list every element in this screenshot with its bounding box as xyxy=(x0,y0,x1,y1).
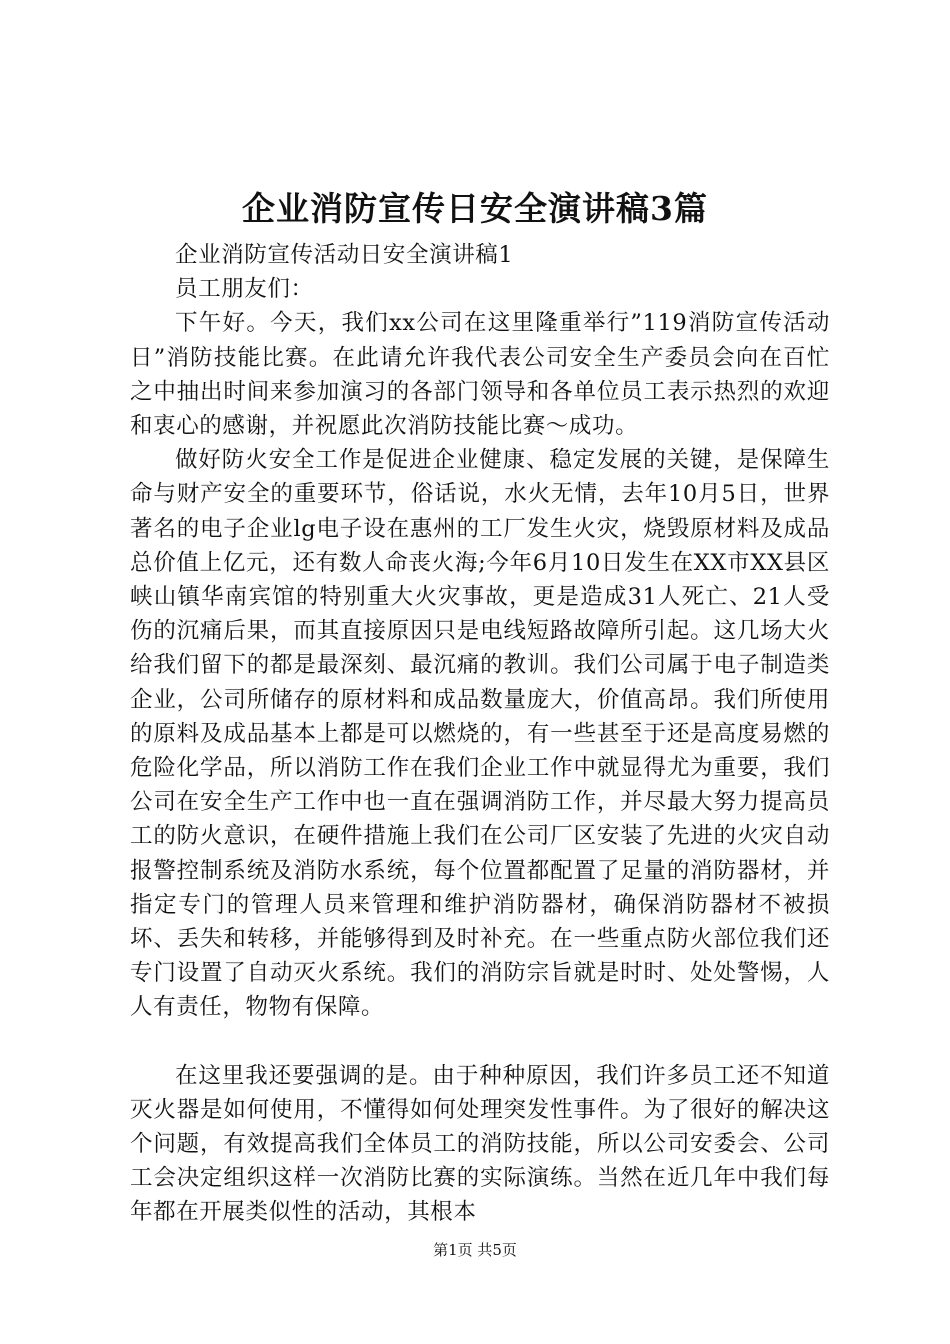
body-paragraph: 做好防火安全工作是促进企业健康、稳定发展的关键，是保障生命与财产安全的重要环节，俗话说，水火无情，去年10月5日，世界著名的电子企业lg电子设在惠州的工厂发生火灾，烧毁原材料及成品总价值上亿元，还有数人命丧火海;今年6月10日发生在XX市XX县区峡山镇华南宾馆的特别重大火灾事故，更是造成31人死亡、21人受伤的沉痛后果，而其直接原因只是电线短路故障所引起。这几场大火给我们留下的都是最深刻、最沉痛的教训。我们公司属于电子制造类企业，公司所储存的原材料和成品数量庞大，价值高昂。我们所使用的原料及成品基本上都是可以燃烧的，有一些甚至于还是高度易燃的危险化学品，所以消防工作在我们企业工作中就显得尤为重要，我们公司在安全生产工作中也一直在强调消防工作，并尽最大努力提高员工的防火意识，在硬件措施上我们在公司厂区安装了先进的火灾自动报警控制系统及消防水系统，每个位置都配置了足量的消防器材，并指定专门的管理人员来管理和维护消防器材，确保消防器材不被损坏、丢失和转移，并能够得到及时补充。在一些重点防火部位我们还专门设置了自动灭火系统。我们的消防宗旨就是时时、处处警惕，人人有责任，物物有保障。 xyxy=(130,447,830,1021)
body-paragraph: 下午好。今天，我们xx公司在这里隆重举行”119消防宣传活动日”消防技能比赛。在此请允许我代表公司安全生产委员会向在百忙之中抽出时间来参加演习的各部门领导和各单位员工表示热烈的欢迎和衷心的感谢，并祝愿此次消防技能比赛～成功。 xyxy=(130,310,830,440)
section-heading: 企业消防宣传活动日安全演讲稿1 xyxy=(175,242,514,268)
body-paragraph: 在这里我还要强调的是。由于种种原因，我们许多员工还不知道灭火器是如何使用，不懂得如何处理突发性事件。为了很好的解决这个问题，有效提高我们全体员工的消防技能，所以公司安委会、公司工会决定组织这样一次消防比赛的实际演练。当然在近几年中我们每年都在开展类似性的活动，其根本 xyxy=(130,1062,830,1226)
page-footer: 第1页 共5页 xyxy=(433,1241,517,1259)
document-title: 企业消防宣传日安全演讲稿3篇 xyxy=(242,189,708,228)
document-body xyxy=(130,238,830,1230)
salutation: 员工朋友们： xyxy=(175,276,314,303)
